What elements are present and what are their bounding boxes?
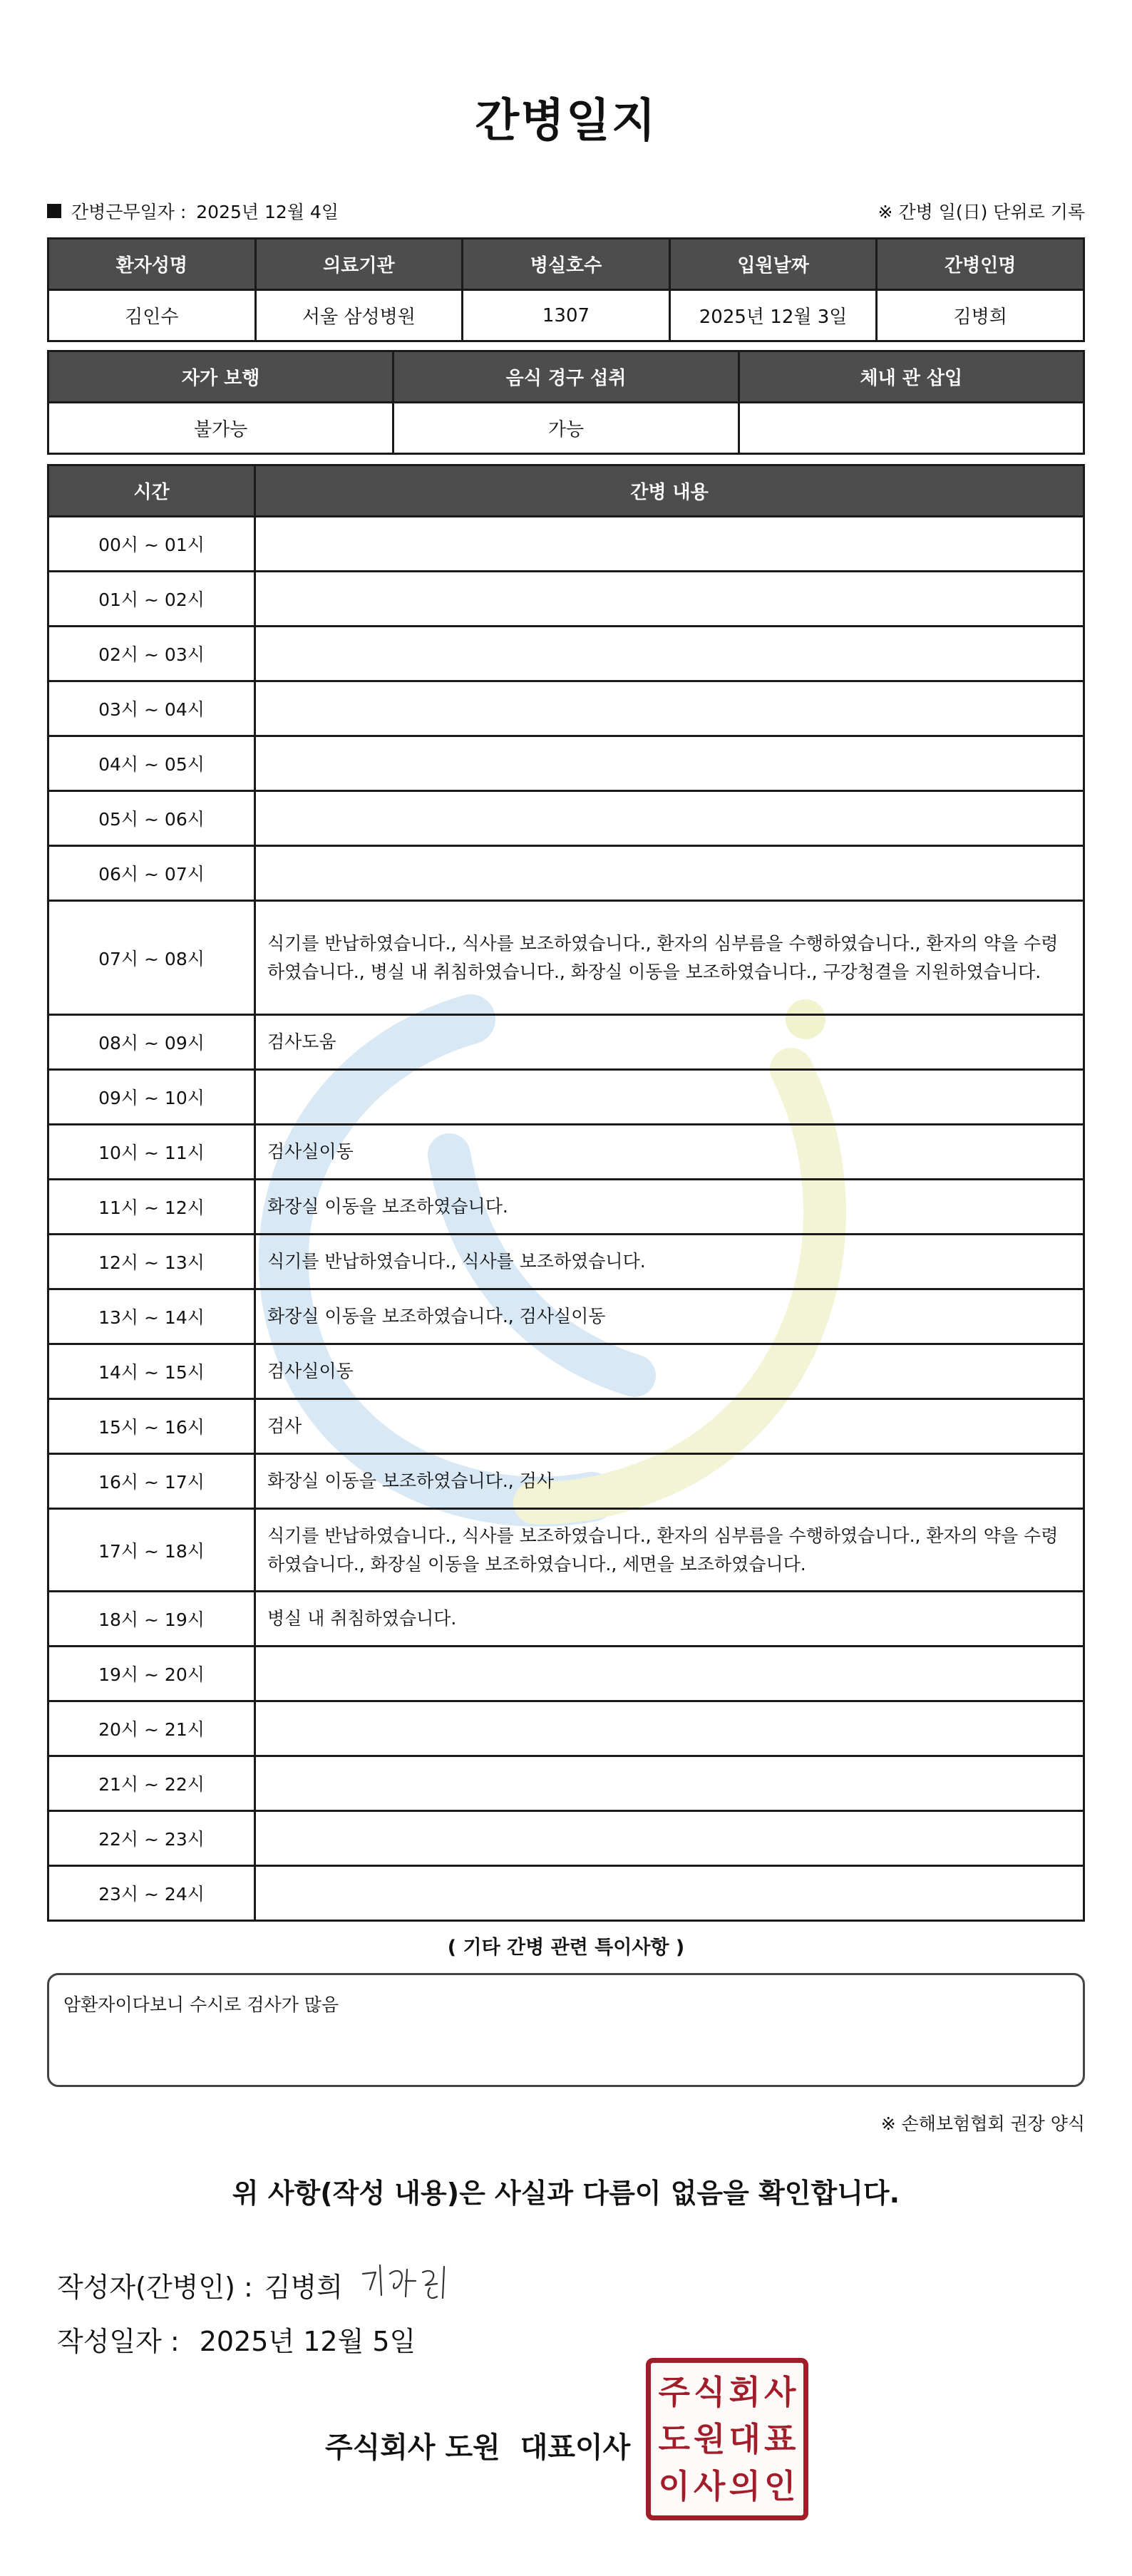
care-content-cell (255, 791, 1084, 846)
care-content-cell: 검사 (255, 1399, 1084, 1454)
time-cell: 17시 ~ 18시 (48, 1509, 255, 1592)
table-row (48, 1289, 1084, 1344)
care-content-cell: 병실 내 취침하였습니다. (255, 1592, 1084, 1647)
hospital: 서울 삼성병원 (255, 290, 463, 341)
table-row (48, 1399, 1084, 1454)
table-row (48, 572, 1084, 627)
table-row (48, 1015, 1084, 1070)
table-row (48, 1235, 1084, 1289)
work-date-label: 간병근무일자 : (71, 202, 187, 222)
table-row (48, 1344, 1084, 1399)
time-cell: 07시 ~ 08시 (48, 901, 255, 1015)
unit-note: ※ 간병 일(日) 단위로 기록 (878, 202, 1085, 222)
handwritten-signature (354, 2252, 468, 2317)
work-date (47, 198, 339, 224)
writer-label: 작성자(간병인) : (57, 2271, 253, 2303)
care-content-cell (255, 1866, 1084, 1921)
written-date-line (57, 2319, 416, 2359)
table-row (48, 791, 1084, 846)
time-cell: 06시 ~ 07시 (48, 846, 255, 901)
time-cell: 03시 ~ 04시 (48, 681, 255, 736)
table-row (48, 681, 1084, 736)
writer-name: 김병희 (264, 2271, 343, 2303)
care-content-cell (255, 627, 1084, 681)
care-content-cell (255, 1647, 1084, 1701)
work-date-value: 2025년 12월 4일 (196, 202, 339, 222)
care-content-cell: 화장실 이동을 보조하였습니다., 검사 (255, 1454, 1084, 1509)
time-cell: 09시 ~ 10시 (48, 1070, 255, 1125)
seal-characters (657, 2369, 798, 2510)
time-cell: 05시 ~ 06시 (48, 791, 255, 846)
header-room-number: 병실호수 (463, 239, 670, 290)
table-row (48, 1592, 1084, 1647)
self-walking: 불가능 (48, 403, 393, 454)
time-cell: 21시 ~ 22시 (48, 1756, 255, 1811)
seal-character: 주 (658, 2373, 690, 2411)
notes-box (47, 1973, 1085, 2087)
seal-character: 원 (694, 2420, 726, 2458)
seal-character: 이 (658, 2467, 690, 2505)
table-row (48, 901, 1084, 1015)
company-seal-stamp (646, 2358, 808, 2520)
header-care-content: 간병 내용 (255, 465, 1084, 517)
care-content-cell (255, 736, 1084, 791)
care-content-cell (255, 1811, 1084, 1866)
time-cell: 23시 ~ 24시 (48, 1866, 255, 1921)
time-cell: 10시 ~ 11시 (48, 1125, 255, 1180)
table-row (48, 1125, 1084, 1180)
time-cell: 01시 ~ 02시 (48, 572, 255, 627)
care-content-cell (255, 681, 1084, 736)
seal-character: 대 (729, 2420, 761, 2458)
writer-line (57, 2252, 468, 2317)
care-content-cell (255, 1701, 1084, 1756)
seal-character: 사 (764, 2373, 796, 2411)
time-cell: 12시 ~ 13시 (48, 1235, 255, 1289)
meta-row (47, 197, 1085, 225)
header-self-walking: 자가 보행 (48, 351, 393, 403)
care-content-cell (255, 572, 1084, 627)
confirmation-statement: 위 사항(작성 내용)은 사실과 다름이 없음을 확인합니다. (232, 2178, 900, 2209)
care-content-cell: 검사실이동 (255, 1125, 1084, 1180)
caregiver-name: 김병희 (877, 290, 1084, 341)
table-row (48, 1509, 1084, 1592)
company-line (325, 2425, 630, 2466)
care-content-cell: 식기를 반납하였습니다., 식사를 보조하였습니다. (255, 1235, 1084, 1289)
table-row (48, 736, 1084, 791)
header-hospital: 의료기관 (255, 239, 463, 290)
patient-status-table (47, 350, 1085, 455)
patient-name: 김인수 (48, 290, 256, 341)
time-cell: 08시 ~ 09시 (48, 1015, 255, 1070)
tube-insertion (739, 403, 1084, 454)
seal-character: 표 (764, 2420, 796, 2458)
company-name: 주식회사 도원 (325, 2431, 500, 2464)
table-row (48, 1866, 1084, 1921)
time-cell: 04시 ~ 05시 (48, 736, 255, 791)
care-log-body (48, 517, 1084, 1921)
seal-character: 사 (694, 2467, 726, 2505)
company-role: 대표이사 (520, 2431, 631, 2464)
table-row (48, 1756, 1084, 1811)
care-content-cell: 화장실 이동을 보조하였습니다. (255, 1180, 1084, 1235)
header-tube-insertion: 체내 관 삽입 (739, 351, 1084, 403)
time-cell: 22시 ~ 23시 (48, 1811, 255, 1866)
written-date-value: 2025년 12월 5일 (199, 2326, 416, 2357)
care-content-cell: 화장실 이동을 보조하였습니다., 검사실이동 (255, 1289, 1084, 1344)
seal-character: 의 (729, 2467, 761, 2505)
table-row (48, 1811, 1084, 1866)
care-content-cell (255, 846, 1084, 901)
header-time: 시간 (48, 465, 255, 517)
time-cell: 00시 ~ 01시 (48, 517, 255, 572)
header-admission-date: 입원날짜 (669, 239, 877, 290)
time-cell: 11시 ~ 12시 (48, 1180, 255, 1235)
room-number: 1307 (463, 290, 670, 341)
admission-date: 2025년 12월 3일 (669, 290, 877, 341)
seal-character: 인 (764, 2467, 796, 2505)
seal-character: 회 (729, 2373, 761, 2411)
care-content-cell: 식기를 반납하였습니다., 식사를 보조하였습니다., 환자의 심부름을 수행하였습니다., 환자의 약을 수령하였습니다., 화장실 이동을 보조하였습니다., 세면을 보조하였습니다. (255, 1509, 1084, 1592)
table-row (48, 517, 1084, 572)
table-row (48, 1180, 1084, 1235)
care-content-cell: 식기를 반납하였습니다., 식사를 보조하였습니다., 환자의 심부름을 수행하였습니다., 환자의 약을 수령하였습니다., 병실 내 취침하였습니다., 화장실 이동을 보조하였습니다., 구강청결을 지원하였습니다. (255, 901, 1084, 1015)
time-cell: 18시 ~ 19시 (48, 1592, 255, 1647)
time-cell: 14시 ~ 15시 (48, 1344, 255, 1399)
seal-character: 도 (658, 2420, 690, 2458)
table-row (48, 846, 1084, 901)
care-content-cell (255, 1070, 1084, 1125)
table-row (48, 1454, 1084, 1509)
care-log-table (47, 464, 1085, 1922)
care-content-cell (255, 517, 1084, 572)
notes-title: ( 기타 간병 관련 특이사항 ) (447, 1937, 685, 1959)
table-row (48, 627, 1084, 681)
care-content-cell: 검사도움 (255, 1015, 1084, 1070)
care-content-cell: 검사실이동 (255, 1344, 1084, 1399)
written-date-label: 작성일자 : (57, 2326, 180, 2357)
care-content-cell (255, 1756, 1084, 1811)
time-cell: 02시 ~ 03시 (48, 627, 255, 681)
time-cell: 16시 ~ 17시 (48, 1454, 255, 1509)
table-row (48, 1070, 1084, 1125)
header-patient-name: 환자성명 (48, 239, 256, 290)
notes-text: 암환자이다보니 수시로 검사가 많음 (63, 1994, 339, 2015)
recommend-note: ※ 손해보험협회 권장 양식 (880, 2113, 1085, 2134)
time-cell: 13시 ~ 14시 (48, 1289, 255, 1344)
square-bullet-icon (47, 204, 61, 218)
table-row (48, 1647, 1084, 1701)
header-oral-intake: 음식 경구 섭취 (393, 351, 739, 403)
time-cell: 20시 ~ 21시 (48, 1701, 255, 1756)
time-cell: 19시 ~ 20시 (48, 1647, 255, 1701)
patient-info-table (47, 237, 1085, 342)
time-cell: 15시 ~ 16시 (48, 1399, 255, 1454)
seal-character: 식 (694, 2373, 726, 2411)
page-title: 간병일지 (475, 95, 657, 148)
table-row (48, 1701, 1084, 1756)
oral-intake: 가능 (393, 403, 739, 454)
header-caregiver-name: 간병인명 (877, 239, 1084, 290)
